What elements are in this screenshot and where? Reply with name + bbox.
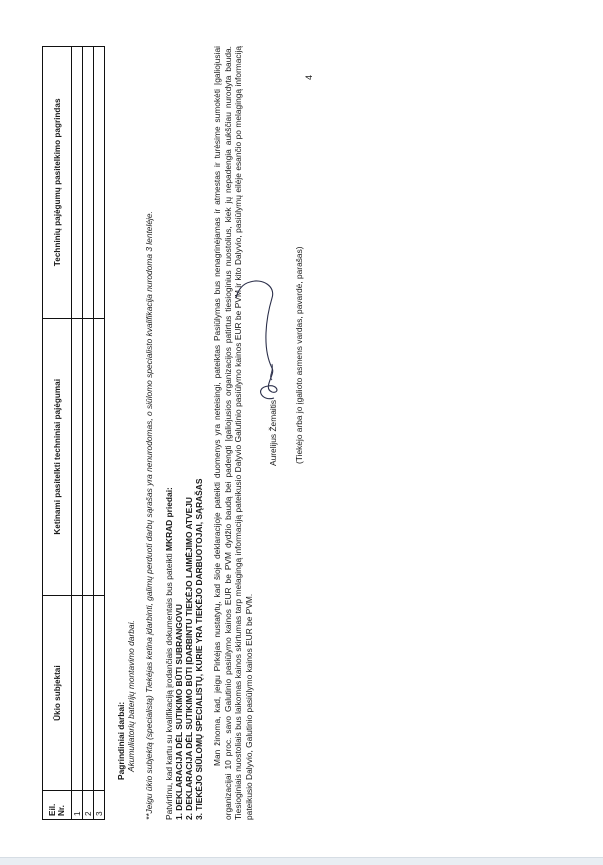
page-number: 4 xyxy=(304,74,314,80)
works-item: Akumuliatorių baterijų montavimo darbai. xyxy=(126,620,136,772)
table-header-row xyxy=(43,47,72,820)
attachments-intro-text: Patvirtinu, kad kartu su kvalifikaciją įrodančiais dokumentais bus pateikti xyxy=(164,550,174,820)
table-cell xyxy=(94,47,105,319)
rotated-content xyxy=(42,40,312,820)
attachment-item: 1. DEKLARACIJA DĖL SUTIKIMO BŪTI SUBRANGOVU xyxy=(174,604,184,820)
table-row xyxy=(72,47,83,820)
table-cell xyxy=(72,318,83,595)
header-basis: Techninių pajėgumų pasitelkimo pagrindas xyxy=(43,47,72,319)
table-row xyxy=(83,47,94,820)
attachments-intro-bold: MKRAD priedai: xyxy=(164,487,174,551)
signer-caption: (Tiekėjo arba jo įgalioto asmens vardas, pavardė, parašas) xyxy=(294,246,304,464)
signer-name: Aurelijus Žemaitis xyxy=(268,399,278,466)
header-no: Eil. Nr. xyxy=(43,791,72,820)
row-number: 2 xyxy=(83,791,94,820)
row-number: 3 xyxy=(94,791,105,820)
signature-image xyxy=(232,268,287,408)
table-cell xyxy=(72,47,83,319)
works-heading: Pagrindiniai darbai: xyxy=(116,701,126,780)
table-cell xyxy=(83,595,94,790)
header-capacities: Ketinami pasitelkti techniniai pajėgumai xyxy=(43,318,72,595)
attachment-item: 2. DEKLARACIJA DĖL SUTIKIMO BŪTI ĮDARBINTU TIEKĖJO LAIMĖJIMO ATVEJU xyxy=(184,497,194,820)
table-cell xyxy=(94,595,105,790)
attachment-item: 3. TIEKĖJO SIŪLOMŲ SPECIALISTŲ, KURIE YRA TIEKĖJO DARBUOTOJAI, SĄRAŠAS xyxy=(194,478,204,820)
table-cell xyxy=(94,318,105,595)
attachments-intro xyxy=(164,487,175,820)
footnote: **Jeigu ūkio subjektą (specialistą) Tiekėjas ketina įdarbinti, galimų perduoti darbų sąrašas yra nenurodomas, o siūlomo specialisto kvalifikacija nurodoma 3 lentelėje. xyxy=(144,211,154,820)
table-row xyxy=(94,47,105,820)
technical-capacity-table xyxy=(42,46,105,820)
statement-paragraph: Man žinoma, kad, jeigu Pirkėjas nustatytų, kad šioje deklaracijoje pateikti duomenys yra neteisingi, pateiktas Pasiūlymas bus nenagrinėjamas ir atmestas ir turėsime sumokėti Įgaliojusiai organizacijai 10 proc. savo Galutinio pasiūlymo kainos EUR be PVM dydžio baudą bei padengti Įgaliojusios organizacijos patirtus tiesioginius nuostolius, kiek jų nepadengia aukščiau nurodyta bauda. Tiesioginiais nuostoliais bus laikomas kainos skirtumas tarp melagingą informaciją pateikusio Dalyvio Galutinio pasiūlymo kainos EUR be PVM ir kito Dalyvio, pasiūlymų eilėje esančio po melagingą informaciją pateikusio Dalyvio, Galutinio pasiūlymo kainos EUR be PVM. xyxy=(212,46,254,820)
viewer-bottom-bar xyxy=(0,857,603,865)
header-entities: Ūkio subjektai xyxy=(43,595,72,790)
table-cell xyxy=(83,47,94,319)
table-cell xyxy=(83,318,94,595)
table-cell xyxy=(72,595,83,790)
row-number: 1 xyxy=(72,791,83,820)
